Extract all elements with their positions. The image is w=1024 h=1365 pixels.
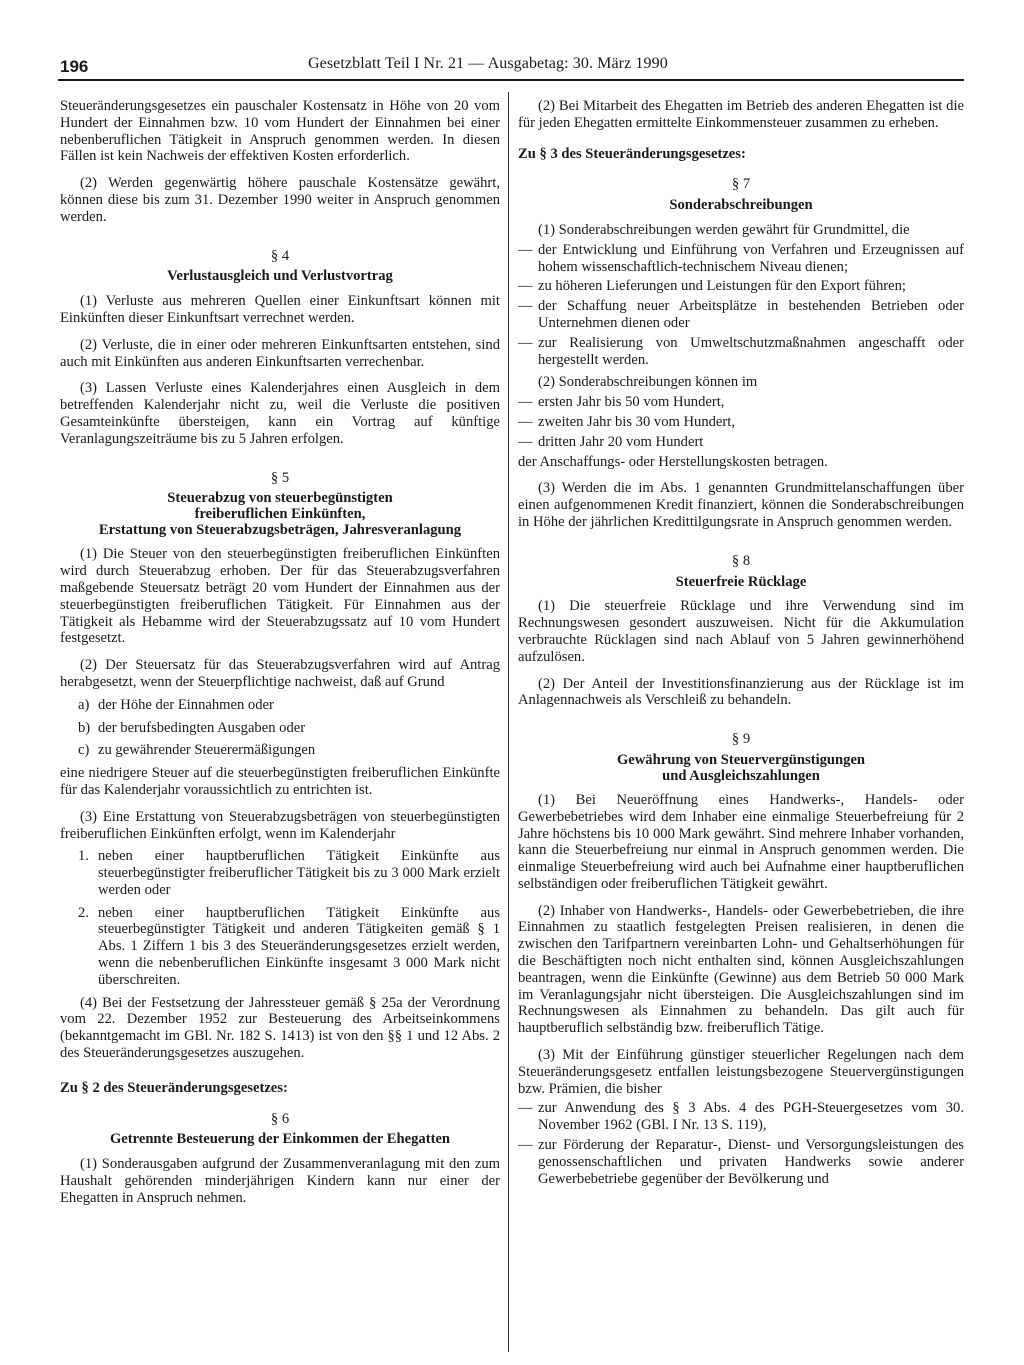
list-text: neben einer hauptberuflichen Tätigkeit Einkünfte aus steuerbegünstigter freiberuflicher Tätigkeit bis zu 3 000 Mark erzielt werden oder	[98, 848, 500, 898]
list-text: zur Realisierung von Umweltschutzmaßnahmen angeschafft oder hergestellt werden.	[538, 334, 964, 368]
list-item	[518, 242, 964, 276]
list-item	[60, 697, 500, 714]
section-number: § 8	[731, 552, 751, 569]
list-item	[60, 742, 500, 759]
section-title-line: Steuerabzug von steuerbegünstigten	[167, 490, 393, 507]
paragraph: (2) Der Steuersatz für das Steuerabzugsverfahren wird auf Antrag herabgesetzt, wenn der Steuerpflichtige nachweist, daß auf Grund	[60, 657, 500, 690]
list-item	[518, 1100, 964, 1134]
paragraph: (3) Eine Erstattung von Steuerabzugsbeträgen von steuerbegünstigten freiberuflichen Einkünften erfolgt, wenn im Kalenderjahr	[60, 808, 500, 842]
list-marker: 2.	[78, 904, 89, 921]
list-item	[518, 434, 964, 451]
dash-marker: —	[518, 241, 533, 258]
list-text: zu gewährender Steuerermäßigungen	[98, 742, 316, 759]
page-header	[58, 55, 964, 81]
paragraph: der Anschaffungs- oder Herstellungskosten betragen.	[518, 453, 828, 470]
section-title: Sonderabschreibungen	[669, 197, 813, 214]
paragraph: (3) Mit der Einführung günstiger steuerlicher Regelungen nach dem Steueränderungsgesetz entfallen leistungsbezogene Steuervergünstigungen bzw. Prämien, die bisher	[518, 1047, 964, 1097]
list-text: ersten Jahr bis 50 vom Hundert,	[538, 394, 725, 411]
paragraph: (1) Die steuerfreie Rücklage und ihre Verwendung sind im Rechnungswesen gesondert auszuweisen. Nicht für die Akkumulation verbrauchte Rücklagen sind nach Ablauf von 5 Jahren gewinnerhöhend aufzulösen.	[518, 598, 964, 665]
paragraph: (3) Werden die im Abs. 1 genannten Grundmittelanschaffungen über einen aufgenommenen Kredit finanziert, können die Sonderabschreibungen in Höhe der jährlichen Kredittilgungsrate in Anspruch genommen werden.	[518, 480, 964, 530]
section-title: Getrennte Besteuerung der Einkommen der Ehegatten	[109, 1131, 451, 1148]
paragraph: (2) Inhaber von Handwerks-, Handels- oder Gewerbebetrieben, die ihre Einnahmen zu staatlich festgelegten Preisen realisieren, in denen die zwischen den Tarifpartnern vereinbarten Lohn- und Gehaltserhöhungen für die Beschäftigten noch nicht enthalten sind, können Ausgleichszahlungen beantragen, wenn die Einkünfte (Gewinne) aus dem Betrieb 50 000 Mark im Veranlagungsjahr nicht übersteigen. Die Ausgleichszahlungen sind im Rechnungswesen als Einnahmen zu behandeln. Das gilt auch für hauptberuflich selbständig bzw. freiberuflich Tätige.	[518, 902, 964, 1037]
list-text: zur Förderung der Reparatur-, Dienst- und Versorgungsleistungen des genossenschaftlichen und privaten Handwerks sowie anderer Gewerbebetriebe gegenüber der Bevölkerung und	[538, 1137, 964, 1187]
paragraph: (2) Werden gegenwärtig höhere pauschale Kostensätze gewährt, können diese bis zum 31. Dezember 1990 weiter in Anspruch genommen werden.	[60, 175, 500, 225]
list-text: zweiten Jahr bis 30 vom Hundert,	[538, 413, 735, 430]
page-number: 196	[60, 57, 89, 76]
header-title: Gesetzblatt Teil I Nr. 21 — Ausgabetag: 30. März 1990	[308, 55, 668, 72]
section-title: Verlustausgleich und Verlustvortrag	[167, 268, 393, 285]
list-marker: b)	[78, 719, 91, 736]
list-text: der berufsbedingten Ausgaben oder	[98, 719, 306, 736]
list-marker: 1.	[78, 848, 89, 865]
section-title-line: und Ausgleichszahlungen	[662, 767, 820, 784]
list-text: zur Anwendung des § 3 Abs. 4 des PGH-Steuergesetzes vom 30. November 1962 (GBl. I Nr. 13 S. 119),	[538, 1100, 964, 1134]
section-number: § 9	[731, 731, 751, 748]
column-divider	[508, 92, 509, 1352]
dash-marker: —	[518, 334, 533, 351]
section-number: § 6	[270, 1110, 290, 1127]
list-text: neben einer hauptberuflichen Tätigkeit Einkünfte aus steuerbegünstigter Tätigkeit und anderen Tätigkeiten gemäß § 1 Abs. 1 Ziffern 1 bis 3 des Steueränderungsgesetzes erzielt werden, wenn die nebenberuflichen Einkünfte insgesamt 3 000 Mark nicht überschreiten.	[98, 904, 500, 988]
section-number: § 5	[270, 469, 290, 486]
section-number: § 4	[270, 247, 290, 264]
paragraph: (1) Verluste aus mehreren Quellen einer Einkunftsart können mit Einkünften dieser Einkunftsart verrechnet werden.	[60, 293, 500, 326]
paragraph: (1) Sonderausgaben aufgrund der Zusammenveranlagung mit den zum Haushalt gehörenden minderjährigen Kindern kann nur einer der Ehegatten in Anspruch nehmen.	[60, 1156, 500, 1206]
list-item	[518, 414, 964, 431]
paragraph: (1) Bei Neueröffnung eines Handwerks-, Handels- oder Gewerbebetriebes wird dem Inhaber eine einmalige Steuerbefreiung für 2 Jahre höchstens bis 10 000 Mark gewährt. Sind mehrere Inhaber vorhanden, kann die Steuerbefreiung nur einmal in Anspruch genommen werden. Die einmalige Steuerbefreiung wird auch bei Aufnahme einer hauptberuflichen selbständigen oder freiberuflichen Tätigkeit gewährt.	[518, 791, 964, 892]
list-text: dritten Jahr 20 vom Hundert	[538, 433, 704, 450]
section-title-line: freiberuflichen Einkünften,	[194, 506, 366, 523]
list-item	[60, 848, 500, 898]
list-marker: a)	[78, 696, 90, 713]
list-text: zu höheren Lieferungen und Leistungen für den Export führen;	[538, 278, 906, 295]
dash-marker: —	[518, 298, 533, 315]
dash-marker: —	[518, 433, 533, 450]
list-marker: c)	[78, 742, 90, 759]
list-text: der Entwicklung und Einführung von Verfahren und Erzeugnissen auf hohem wissenschaftlich-technischem Niveau dienen;	[538, 241, 964, 275]
section-heading: Zu § 2 des Steueränderungsgesetzes:	[60, 1079, 288, 1096]
paragraph: (2) Bei Mitarbeit des Ehegatten im Betrieb des anderen Ehegatten ist die für jeden Ehegatten ermittelte Einkommensteuer zusammen zu erheben.	[518, 98, 964, 131]
paragraph: (2) Sonderabschreibungen können im	[538, 374, 758, 391]
list-text: der Höhe der Einnahmen oder	[98, 696, 274, 713]
paragraph: (1) Sonderabschreibungen werden gewährt für Grundmittel, die	[538, 221, 910, 238]
section-heading: Zu § 3 des Steueränderungsgesetzes:	[518, 145, 746, 162]
paragraph: (2) Der Anteil der Investitionsfinanzierung aus der Rücklage ist im Anlagennachweis als Verschleiß zu behandeln.	[518, 675, 964, 709]
section-title: Steuerfreie Rücklage	[675, 573, 807, 590]
dash-marker: —	[518, 1137, 533, 1154]
list-text: der Schaffung neuer Arbeitsplätze in bestehenden Betrieben oder Unternehmen dienen oder	[538, 298, 964, 331]
dash-marker: —	[518, 278, 533, 295]
list-item	[518, 335, 964, 369]
paragraph: (2) Verluste, die in einer oder mehreren Einkunftsarten entstehen, sind auch mit Einkünften aus anderen Einkunftsarten verrechenbar.	[60, 336, 500, 370]
list-item	[518, 298, 964, 332]
section-title-line: Gewährung von Steuervergünstigungen	[616, 751, 866, 768]
paragraph: (1) Die Steuer von den steuerbegünstigten freiberuflichen Einkünften wird durch Steuerabzug erhoben. Der für das Steuerabzugsverfahren maßgebende Steuersatz beträgt 20 vom Hundert der Einnahmen aus der steuerbegünstigten freiberuflichen Tätigkeit. Für Einnahmen aus der Tätigkeit als Hebamme wird der Steuerabzugssatz auf 10 vom Hundert festgesetzt.	[60, 546, 500, 647]
section-number: § 7	[731, 176, 751, 193]
list-item	[60, 905, 500, 989]
list-item	[60, 720, 500, 737]
list-item	[518, 278, 964, 295]
list-item	[518, 1137, 964, 1187]
paragraph: (3) Lassen Verluste eines Kalenderjahres einen Ausgleich in dem betreffenden Kalenderjahr nicht zu, weil die Verluste die positiven Gesamteinkünfte übersteigen, kann ein Vortrag auf künftige Veranlagungszeiträume bis zu 5 Jahren erfolgen.	[60, 380, 500, 447]
paragraph: eine niedrigere Steuer auf die steuerbegünstigten freiberuflichen Einkünfte für das Kalenderjahr voraussichtlich zu entrichten ist.	[60, 765, 500, 798]
section-title	[60, 490, 500, 538]
paragraph: Steueränderungsgesetzes ein pauschaler Kostensatz in Höhe von 20 vom Hundert der Einnahmen bzw. 10 vom Hundert der Einnahmen bei einer nebenberuflichen Tätigkeit in Anspruch genommen werden. In diesen Fällen ist kein Nachweis der effektiven Kosten erforderlich.	[60, 98, 500, 165]
list-item	[518, 394, 964, 411]
dash-marker: —	[518, 413, 533, 430]
section-title	[518, 752, 964, 784]
left-column	[60, 98, 500, 1217]
section-title-line: Erstattung von Steuerabzugsbeträgen, Jahresveranlagung	[98, 522, 462, 539]
dash-marker: —	[518, 394, 533, 411]
paragraph: (4) Bei der Festsetzung der Jahressteuer gemäß § 25a der Verordnung vom 22. Dezember 1952 zur Besteuerung des Arbeitseinkommens (bekanntgemacht im GBl. Nr. 182 S. 1413) ist von den §§ 1 und 12 Abs. 2 des Steueränderungsgesetzes auszugehen.	[60, 994, 500, 1062]
right-column	[518, 98, 964, 1190]
dash-marker: —	[518, 1100, 533, 1117]
